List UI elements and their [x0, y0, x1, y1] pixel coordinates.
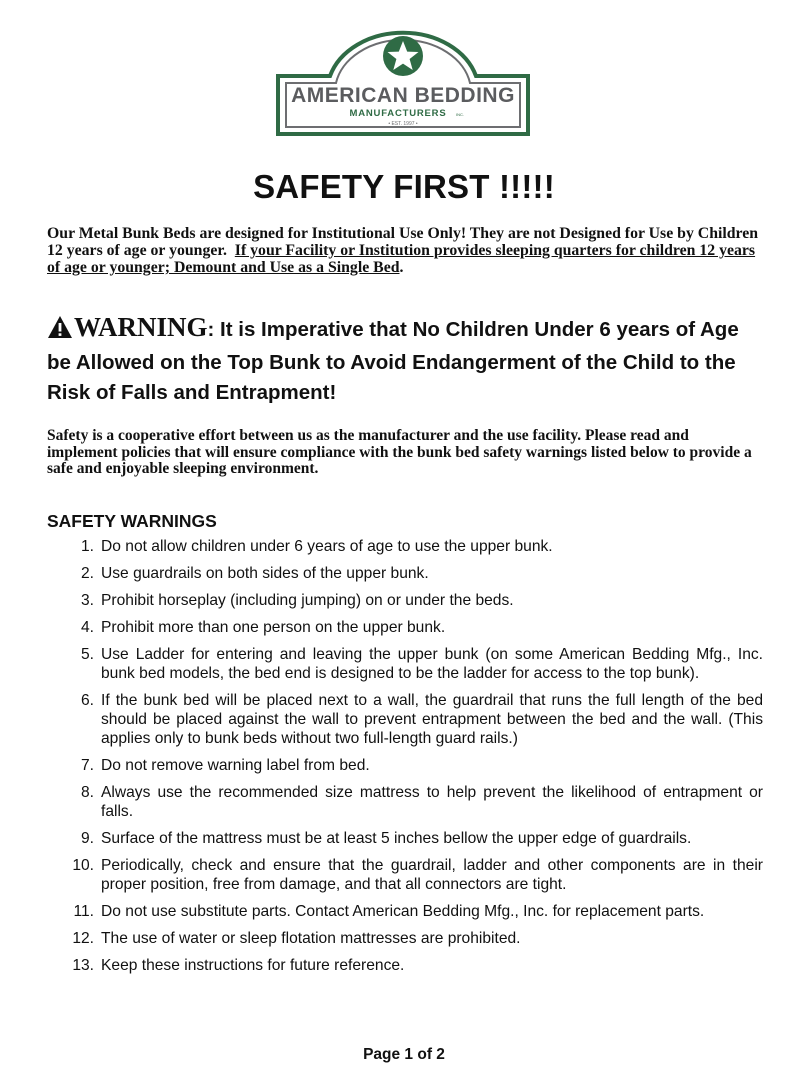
list-item	[60, 691, 763, 748]
logo-graphic	[274, 20, 532, 136]
list-item	[60, 756, 763, 775]
list-item-text: Always use the recommended size mattress to help prevent the likelihood of entrapment or falls.	[101, 784, 763, 820]
list-item-number: 8.	[80, 784, 94, 801]
list-item-text: Prohibit horseplay (including jumping) on or under the beds.	[101, 592, 514, 609]
page-title: SAFETY FIRST !!!!!	[253, 168, 555, 205]
list-item-number: 12.	[72, 930, 94, 947]
list-item-number: 4.	[80, 619, 94, 636]
logo-brand-line2: MANUFACTURERS	[349, 108, 447, 119]
warning-word: WARNING	[74, 312, 208, 342]
list-item-text: Use Ladder for entering and leaving the upper bunk (on some American Bedding Mfg., Inc. bunk bed models, the bed end is designed to be the ladder for access to the top bunk).	[101, 646, 763, 682]
list-item-number: 3.	[80, 592, 94, 609]
intro-underlined-text: If your Facility or Institution provides sleeping quarters for children 12 years of age or younger; Demount and Use as a Single Bed	[47, 242, 756, 276]
list-item	[60, 783, 763, 821]
logo-brand-suffix: INC.	[456, 112, 464, 117]
list-item	[60, 829, 763, 848]
list-item-number: 10.	[72, 857, 94, 874]
list-item	[60, 929, 763, 948]
list-item-number: 13.	[72, 957, 94, 974]
list-item	[60, 537, 763, 556]
company-logo	[274, 20, 532, 136]
list-item-text: Do not remove warning label from bed.	[101, 757, 370, 774]
logo-brand-line1: AMERICAN BEDDING	[291, 84, 515, 107]
list-item-text: Do not use substitute parts. Contact American Bedding Mfg., Inc. for replacement parts.	[101, 903, 705, 920]
warning-paragraph	[47, 312, 767, 408]
list-item	[60, 645, 763, 683]
list-item-text: Prohibit more than one person on the upper bunk.	[101, 619, 446, 636]
intro-end: .	[399, 259, 404, 276]
list-item	[60, 856, 763, 894]
safety-warnings-list	[60, 537, 763, 983]
list-item-text: Do not allow children under 6 years of age to use the upper bunk.	[101, 538, 553, 555]
list-item-number: 1.	[80, 538, 94, 555]
list-item-text: Periodically, check and ensure that the guardrail, ladder and other components are in their proper position, free from damage, and that all connectors are tight.	[101, 857, 763, 893]
list-item-number: 5.	[80, 646, 94, 663]
list-item	[60, 564, 763, 583]
intro-text: Our Metal Bunk Beds are designed for Institutional Use Only! They are not Designed for Use by Children 12 years of age or younger.	[47, 225, 759, 259]
list-item-number: 11.	[73, 903, 94, 920]
list-item	[60, 591, 763, 610]
list-item-text: If the bunk bed will be placed next to a wall, the guardrail that runs the full length of the bed should be placed against the wall to prevent entrapment between the bed and the wall. (This applies only to bunk beds without two full-length guard rails.)	[101, 692, 763, 747]
warning-text: : It is Imperative that No Children Under 6 years of Age be Allowed on the Top Bunk to Avoid Endangerment of the Child to the Risk of Falls and Entrapment!	[47, 318, 739, 404]
list-item	[60, 618, 763, 637]
page-number: Page 1 of 2	[363, 1046, 445, 1063]
safety-warnings-heading: SAFETY WARNINGS	[47, 511, 217, 531]
logo-established: • EST. 1997 •	[388, 121, 418, 127]
cooperative-paragraph: Safety is a cooperative effort between us as the manufacturer and the use facility. Please read and implement policies that will ensure compliance with the bunk bed safety warnings listed below to provide a safe and enjoyable sleeping environment.	[47, 427, 752, 477]
list-item	[60, 956, 763, 975]
list-item-text: Surface of the mattress must be at least 5 inches bellow the upper edge of guardrails.	[101, 830, 692, 847]
list-item-number: 9.	[80, 830, 94, 847]
list-item-text: Use guardrails on both sides of the upper bunk.	[101, 565, 429, 582]
list-item-number: 6.	[80, 692, 94, 709]
list-item-number: 7.	[80, 757, 94, 774]
list-item-number: 2.	[80, 565, 94, 582]
list-item-text: Keep these instructions for future reference.	[101, 957, 405, 974]
list-item	[60, 902, 763, 921]
warning-triangle-icon	[47, 315, 73, 348]
intro-paragraph	[47, 225, 762, 276]
list-item-text: The use of water or sleep flotation mattresses are prohibited.	[101, 930, 521, 947]
